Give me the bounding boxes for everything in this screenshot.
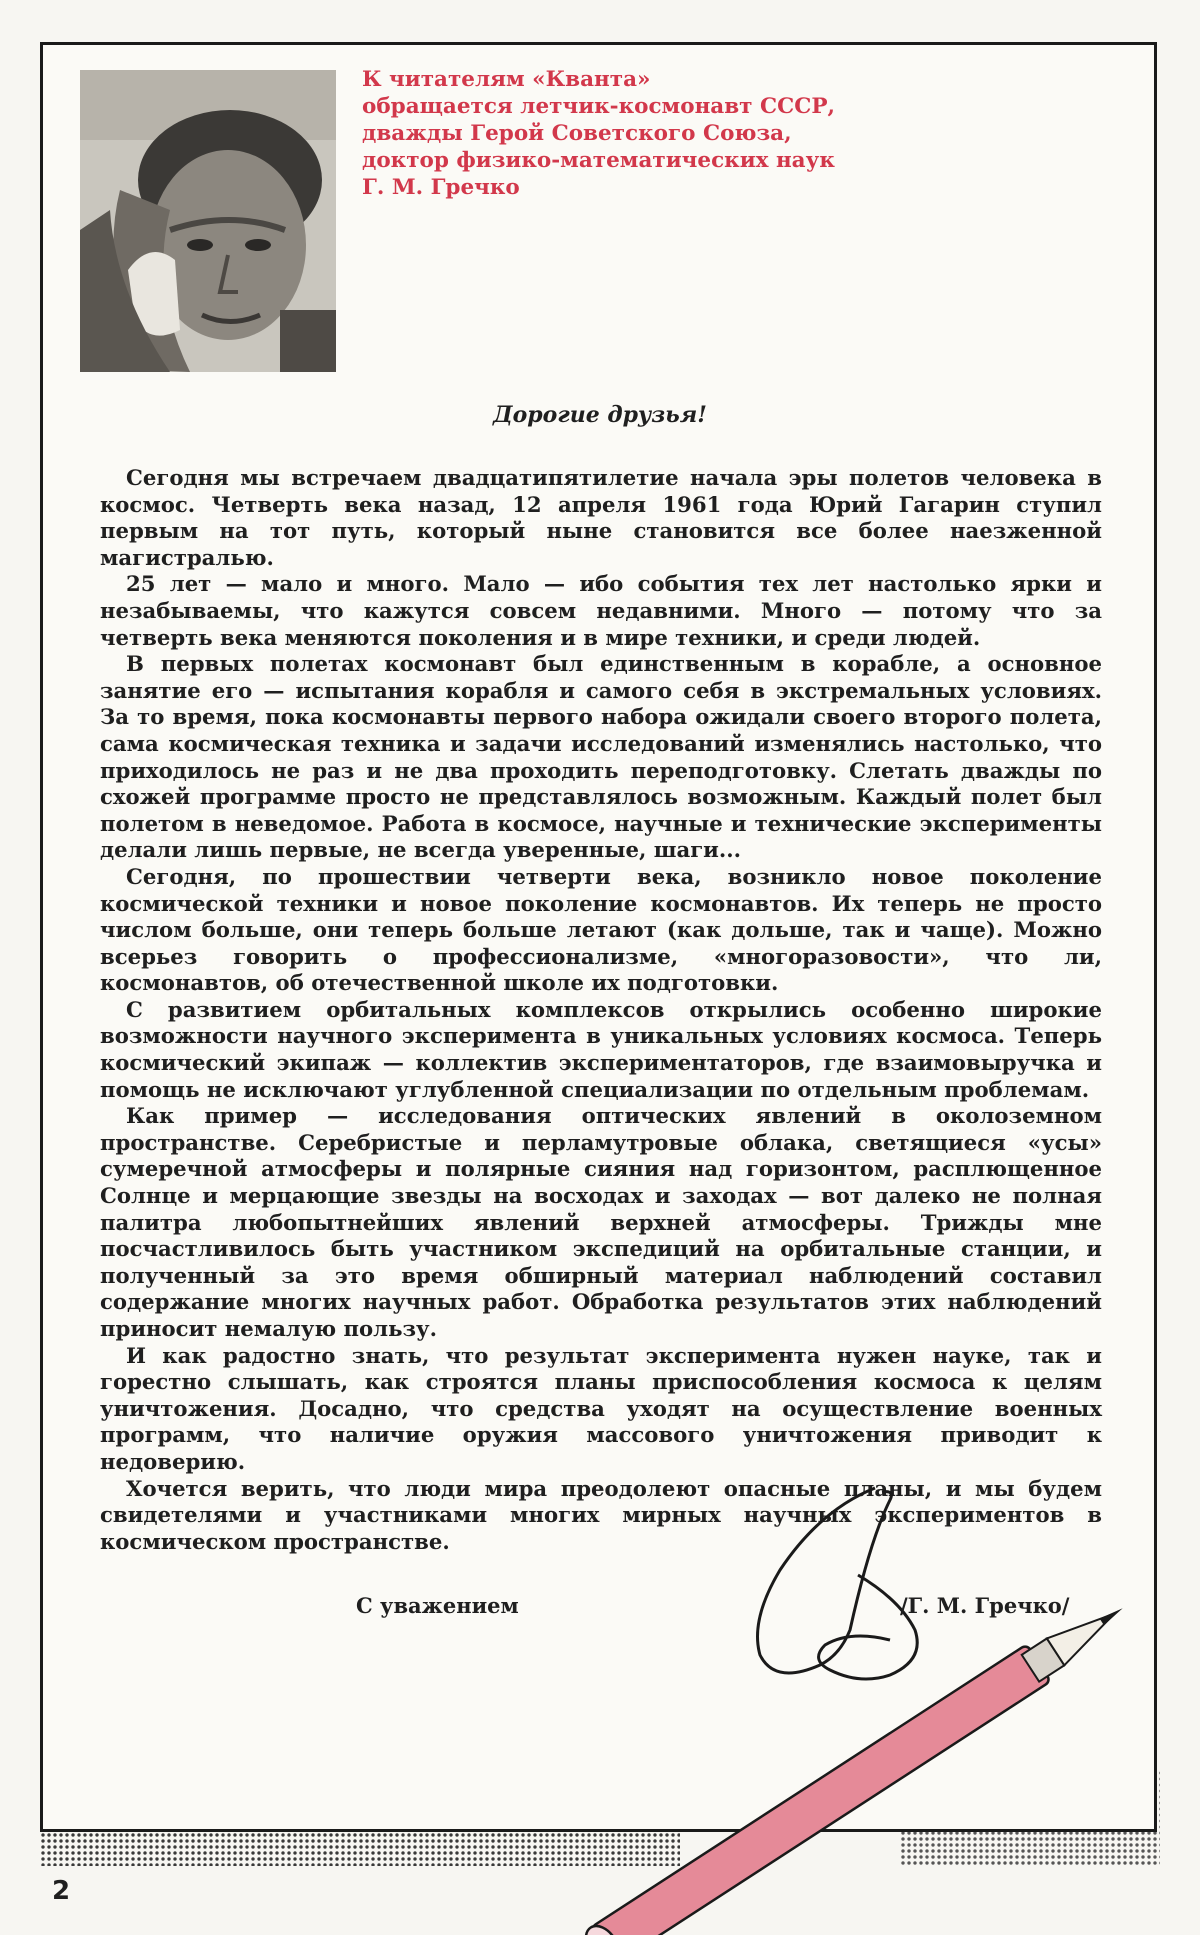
author-photo (80, 70, 336, 372)
intro-line: дважды Герой Советского Союза, (362, 121, 792, 146)
greeting-heading: Дорогие друзья! (493, 402, 707, 428)
page-number: 2 (52, 1876, 71, 1906)
paragraph: В первых полетах космонавт был единственным в корабле, а основное занятие его — испытания корабля и самого себя в экстремальных условиях. За то время, пока космонавты первого набора ожидали своего второго полета, сама космическая техника и задачи исследований изменялись настолько, что приходилось не раз и не два проходить переподготовку. Слетать дважды по схожей программе просто не представлялось возможным. Каждый полет был полетом в неведомое. Работа в космосе, научные и технические эксперименты делали лишь первые, не всегда уверенные, шаги... (100, 651, 1102, 863)
pencil-icon (560, 1600, 1180, 1935)
intro-line: доктор физико-математических наук (362, 148, 835, 173)
paragraph: Сегодня мы встречаем двадцатипятилетие начала эры полетов человека в космос. Четверть века назад, 12 апреля 1961 года Юрий Гагарин ступил первым на тот путь, который ныне становится все более наезженной магистралью. (100, 465, 1102, 570)
intro-block (362, 66, 1062, 201)
signer-name: /Г. М. Гречко/ (900, 1593, 1070, 1618)
intro-line: Г. М. Гречко (362, 175, 520, 200)
paragraph: 25 лет — мало и много. Мало — ибо события тех лет настолько ярки и незабываемы, что кажутся совсем недавними. Много — потому что за четверть века меняются поколения и в мире техники, и среди людей. (100, 571, 1102, 650)
paragraph: Как пример — исследования оптических явлений в околоземном пространстве. Серебристые и перламутровые облака, светящиеся «усы» сумеречной атмосферы и полярные сияния над горизонтом, расплющенное Солнце и мерцающие звезды на восходах и заходах — вот далеко не полная палитра любопытнейших явлений верхней атмосферы. Трижды мне посчастливилось быть участником экспедиций на орбитальные станции, и полученный за это время обширный материал наблюдений составил содержание многих научных работ. Обработка результатов этих наблюдений приносит немалую пользу. (100, 1103, 1102, 1341)
intro-line: К читателям «Кванта» (362, 67, 651, 92)
paragraph: Хочется верить, что люди мира преодолеют опасные планы, и мы будем свидетелями и участниками многих мирных научных экспериментов в космическом пространстве. (100, 1475, 1102, 1554)
letter-body (100, 465, 1102, 1555)
paragraph: Сегодня, по прошествии четверти века, возникло новое поколение космической техники и новое поколение космонавтов. Их теперь не просто числом больше, они теперь больше летают (как дольше, так и чаще). Можно всерьез говорить о профессионализме, «многоразовости», что ли, космонавтов, об отечественной школе их подготовки. (100, 863, 1102, 996)
closing-text: С уважением (356, 1593, 519, 1618)
intro-line: обращается летчик-космонавт СССР, (362, 94, 835, 119)
paragraph: С развитием орбитальных комплексов открылись особенно широкие возможности научного эксперимента в уникальных условиях космоса. Теперь космический экипаж — коллектив экспериментаторов, где взаимовыручка и помощь не исключают углубленной специализации по отдельным проблемам. (100, 996, 1102, 1102)
paragraph: И как радостно знать, что результат эксперимента нужен науке, так и горестно слышать, как строятся планы приспособления космоса к целям уничтожения. Досадно, что средства уходят на осуществление военных программ, что наличие оружия массового уничтожения приводит к недоверию. (100, 1342, 1102, 1474)
